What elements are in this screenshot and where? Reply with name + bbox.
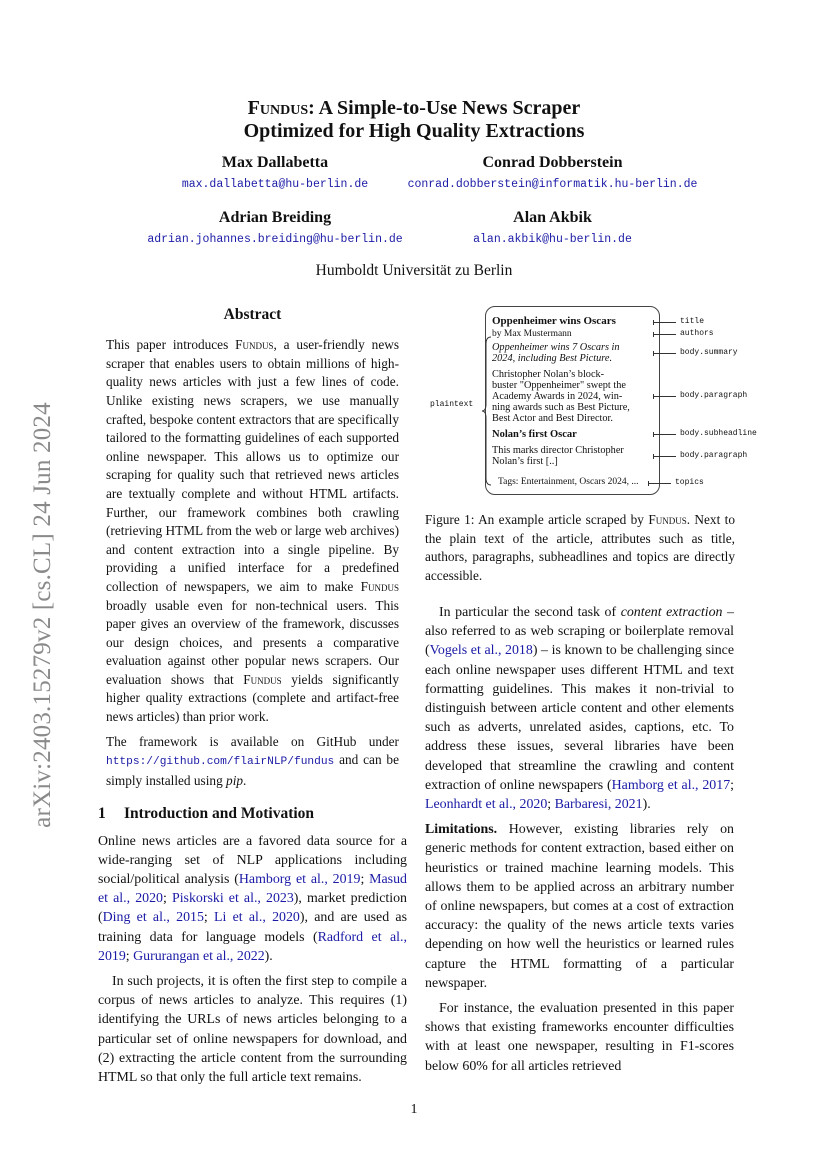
author-email[interactable]: conrad.dobberstein@informatik.hu-berlin.de <box>407 178 698 191</box>
body-paragraph: Online news articles are a favored data source for a wide-ranging set of NLP applications including social/political analysis (Hamborg et al., 2019; Masud et al., 2020; Piskorski et al., 2023), market prediction (Ding et al., 2015; Li et al., 2020), and are used as training data for language models (Radford et al., 2019; Gururangan et al., 2022). <box>98 833 407 964</box>
attr-label-summary: body.summary <box>680 348 738 357</box>
left-column <box>98 305 407 1087</box>
citation-link[interactable]: Li et al., 2020 <box>214 910 300 926</box>
title-framework-name: Fundus <box>247 97 309 119</box>
author-email[interactable]: max.dallabetta@hu-berlin.de <box>181 178 369 191</box>
framework-name: Fundus <box>243 671 282 687</box>
affiliation: Humboldt Universität zu Berlin <box>315 262 513 279</box>
abstract-paragraph: The framework is available on GitHub under https://github.com/flairNLP/fundus and can be simply installed using pip. <box>106 733 399 788</box>
section-number: 1 <box>98 805 106 823</box>
author-name: Alan Akbik <box>513 209 592 226</box>
author-name: Adrian Breiding <box>218 209 332 226</box>
citation-link[interactable]: Piskorski et al., 2023 <box>171 891 294 907</box>
abstract-heading: Abstract <box>223 306 282 323</box>
citation-link[interactable]: Radford et al., 2019 <box>98 929 407 964</box>
author-email[interactable]: adrian.johannes.breiding@hu-berlin.de <box>147 233 403 246</box>
figure-paragraph: Academy Awards in 2024, win- <box>492 391 623 402</box>
citation-link[interactable]: Vogels et al., 2018 <box>429 643 533 659</box>
arxiv-id: arXiv:2403.15279v2 [cs.CL] 24 Jun 2024 <box>29 402 56 828</box>
citation-link[interactable]: Ding et al., 2015 <box>102 910 204 926</box>
author-block <box>130 208 420 248</box>
figure-tags: Tags: Entertainment, Oscars 2024, ... <box>498 477 639 487</box>
figure-subheadline: Nolan’s first Oscar <box>492 429 577 440</box>
figure-paragraph: Christopher Nolan’s block- <box>492 369 605 380</box>
attr-label-subheadline: body.subheadline <box>680 429 757 438</box>
figure-paragraph: Nolan’s first [..] <box>492 456 558 467</box>
body-paragraph: For instance, the evaluation presented in this paper shows that existing frameworks encounter difficulties with at least one newspaper, resulting in F1-scores below 60% for all articles retrieved <box>425 1001 734 1074</box>
citation-link[interactable]: Hamborg et al., 2019 <box>238 872 361 888</box>
attr-label-topics: topics <box>675 478 704 487</box>
figure-paragraph: Best Actor and Best Director. <box>492 413 613 424</box>
framework-name: Fundus <box>648 512 687 527</box>
attr-label-title: title <box>680 317 705 326</box>
citation-link[interactable]: Gururangan et al., 2022 <box>133 948 265 964</box>
citation-link[interactable]: Barbaresi, 2021 <box>554 797 643 813</box>
figure-paragraph: buster "Oppenheimer" swept the <box>492 380 626 391</box>
paragraph-heading: Limitations. <box>425 822 498 838</box>
abstract-paragraph: This paper introduces Fundus, a user-friendly news scraper that enables users to obtain millions of high-quality news articles with just a few lines of code. Unlike existing news scrapers, we use manually crafted, bespoke content extractors that are specifically tailored to the formatting guidelines of each supported online newspaper. This allows us to optimize our scraping for quality such that retrieved news articles are textually complete and without HTML artifacts. Further, our framework combines both crawling (retrieving HTML from the web or large web archives) and content extraction into a single pipeline. By providing a unified interface for a predefined collection of newspapers, we aim to make Fundus broadly usable even for non-technical users. This paper gives an overview of the framework, discusses our design choices, and presents a comparative evaluation against other popular news scrapers. Our evaluation shows that Fundus yields significantly higher quality extractions (complete and artifact-free news articles) than prior work. <box>106 337 400 725</box>
attr-label-paragraph: body.paragraph <box>680 451 748 460</box>
figure-byline: by Max Mustermann <box>492 329 572 339</box>
arxiv-stamp <box>14 365 72 865</box>
page-number: 1 <box>410 1102 418 1117</box>
figure-1 <box>425 302 755 500</box>
body-paragraph: In such projects, it is often the first step to compile a corpus of news articles to analyze. This requires (1) identifying the URLs of news articles belonging to a particular set of online newspapers for download, and (2) extracting the article content from the surrounding HTML so that only the full article text remains. <box>98 974 407 1086</box>
figure-headline: Oppenheimer wins Oscars <box>492 315 616 327</box>
title-line-2: Optimized for High Quality Extractions <box>243 120 585 142</box>
figure-caption: Figure 1: An example article scraped by Fundus. Next to the plain text of the article, attributes such as title, authors, paragraphs, subheadlines and topics are directly accessible. <box>425 512 735 583</box>
right-column <box>425 603 734 1076</box>
author-block <box>440 208 665 248</box>
author-email[interactable]: alan.akbik@hu-berlin.de <box>473 233 632 246</box>
pip-text: pip <box>226 772 244 788</box>
figure-paragraph: This marks director Christopher <box>492 445 624 456</box>
paper-title <box>0 97 828 143</box>
citation-link[interactable]: Hamborg et al., 2017 <box>611 777 731 793</box>
section-title: Introduction and Motivation <box>124 805 315 823</box>
attr-label-authors: authors <box>680 329 714 338</box>
emphasis-text: content extraction <box>620 605 723 620</box>
citation-link[interactable]: Masud et al., 2020 <box>98 872 407 907</box>
plaintext-label: plaintext <box>430 400 474 409</box>
figure-paragraph: ning awards such as Best Picture, <box>492 402 630 413</box>
body-paragraph: In particular the second task of content extraction – also referred to as web scraping or boilerplate removal (Vogels et al., 2018) – is known to be challenging since each online newspaper uses different HTML and text formatting guidelines. This makes it non-trivial to distinguish between article content and other elements such as adverts, unrelated asides, captions, etc. To address these issues, several libraries have been developed that streamline the crawling and content extraction of online newspapers (Hamborg et al., 2017; Leonhardt et al., 2020; Barbaresi, 2021). <box>425 605 734 813</box>
attr-label-paragraph: body.paragraph <box>680 391 748 400</box>
figure-summary: Oppenheimer wins 7 Oscars in <box>492 342 620 353</box>
plaintext-brace <box>482 336 492 486</box>
author-block <box>400 153 705 193</box>
abstract-body <box>106 336 399 790</box>
title-line-1: : A Simple-to-Use News Scraper <box>308 97 581 119</box>
body-paragraph: Limitations. However, existing libraries rely on generic methods for content extraction, based either on heuristics or trained machine learning models. This allows them to be applied across an arbitrary number of online newspapers, but comes at a cost of extraction accuracy: the quality of the news article texts varies depending on how well the heuristics or learned rules capture the HTML formatting of a particular newspaper. <box>425 822 734 991</box>
author-name: Max Dallabetta <box>221 154 329 171</box>
framework-name: Fundus <box>235 337 274 353</box>
framework-name: Fundus <box>360 578 399 594</box>
citation-link[interactable]: Leonhardt et al., 2020 <box>425 797 548 813</box>
figure-summary: 2024, including Best Picture. <box>492 353 613 364</box>
section-heading <box>98 804 407 823</box>
author-name: Conrad Dobberstein <box>482 154 623 171</box>
github-link[interactable]: https://github.com/flairNLP/fundus <box>106 756 335 769</box>
author-block <box>150 153 400 193</box>
